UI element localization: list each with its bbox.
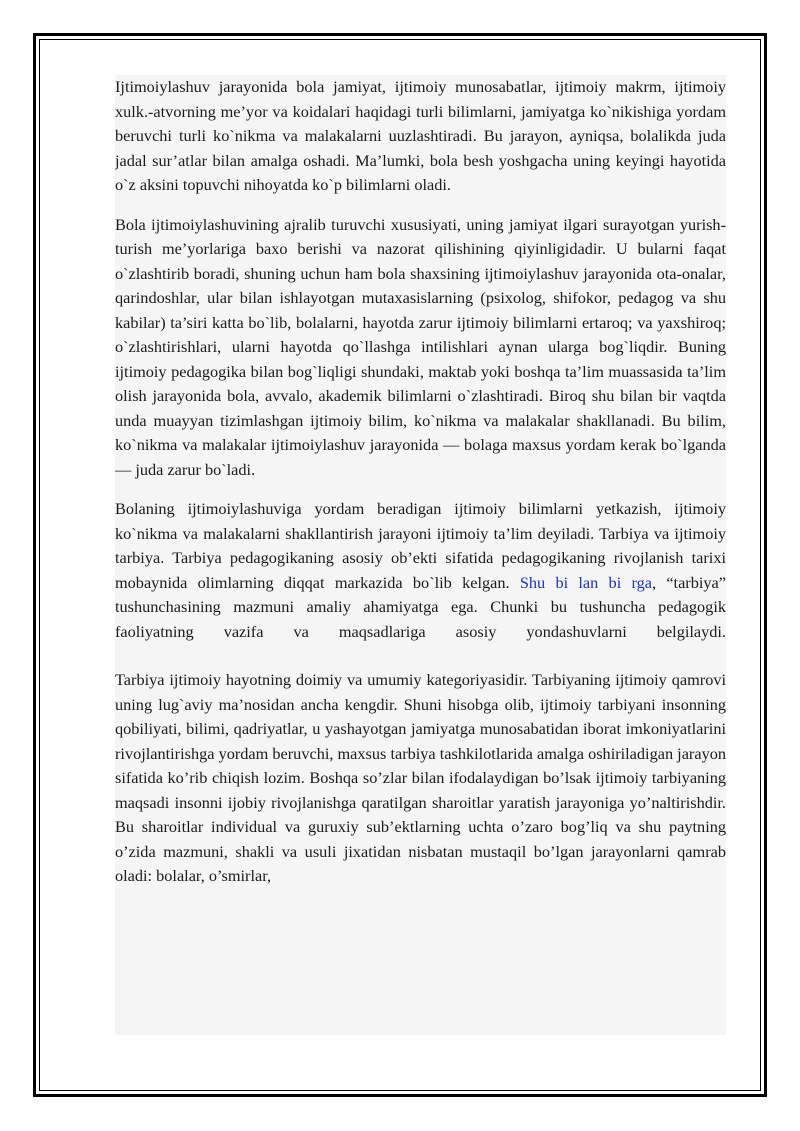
paragraph-2: Bola ijtimoiylashuvining ajralib turuvchi xususiyati, uning jamiyat ilgari surayotgan yurish-turish me’yorlariga baxo berishi va nazorat qilishining qiyinligidadir. U bularni faqat o`zlashtirib boradi, shuning uchun ham bola shaxsining ijtimoiylashuv jarayonida ota-onalar, qarindoshlar, ular bilan ishlayotgan mutaxasislarning (psixolog, shifokor, pedagog va shu kabilar) ta’siri katta bo`lib, bolalarni, hayotda zarur ijtimoiy bilimlarni ertaroq; va yaxshiroq; o`zlashtirishlari, ularni hayotda qo`llashga intilishlari aynan ularga bog`liqdir. Buning ijtimoiy pedagogika bilan bog`liqligi shundaki, maktab yoki boshqa ta’lim muassasida ta’lim olish jarayonida bola, avvalo, akademik bilimlarni o`zlashtiradi. Biroq shu bilan bir vaqtda unda muayyan tizimlashgan ijtimoiy bilim, ko`nikma va malakalar shakllanadi. Bu bilim, ko`nikma va malakalar ijtimoiylashuv jarayonida — bolaga maxsus yordam kerak bo`lganda — juda zarur bo`ladi. [115, 214, 726, 479]
paragraph-1: Ijtimoiylashuv jarayonida bola jamiyat, ijtimoiy munosabatlar, ijtimoiy makrm, ijtimoiy xulk.-atvorning me’yor va koidalari haqidagi turli bilimlarni, jamiyatga ko`nikishiga yordam beruvchi turli ko`nikma va malakalarni uuzlashtiradi. Bu jarayon, ayniqsa, bolalikda juda jadal sur’atlar bilan amalga oshadi. Ma’lumki, bola besh yoshgacha uning keyingi hayotida o`z aksini topuvchi nihoyatda ko`p bilimlarni oladi. [115, 77, 726, 194]
document-body [115, 75, 726, 1035]
paragraph-3-text-end: , “tarbiya” tushunchasining mazmuni amaliy ahamiyatga ega. Chunki bu tushuncha pedagogik faoliyatning vazifa va maqsadlariga asosiy yondashuvlarni belgilaydi. [115, 572, 726, 641]
paragraph-4: Tarbiya ijtimoiy hayotning doimiy va umumiy kategoriyasidir. Tarbiyaning ijtimoiy qamrovi uning lug`aviy ma’nosidan ancha kengdir. Shuni hisobga olib, ijtimoiy tarbiyani insonning qobiliyati, bilimi, qadriyatlar, u yashayotgan jamiyatga munosabatidan iborat imkoniyatlarini rivojlantirishga yordam beruvchi, maxsus tarbiya tashkilotlarida amalga oshiriladigan jarayon sifatida ko’rib chiqish lozim. Boshqa so’zlar bilan ifodalaydigan bo’lsak ijtimoiy tarbiyaning maqsadi insonni ijobiy rivojlanishga qaratilgan sharoitlar yaratish jarayoniga yo’naltirishdir. Bu sharoitlar individual va guruxiy sub’ektlarning uchta o’zaro bog’liq va shu paytning o’zida mazmuni, shakli va usuli jixatidan nisbatan mustaqil bo’lgan jarayonlarni qamrab oladi: bolalar, o’smirlar, [115, 670, 726, 885]
inline-link[interactable]: Shu bi lan bi rga [519, 572, 652, 592]
paragraph-3 [115, 497, 726, 644]
paragraph-3-text-start: Bolaning ijtimoiylashuviga yordam beradigan ijtimoiy bilimlarni yetkazish, ijtimoiy ko`nikma va malakalarni shakllantirish jarayoni ijtimoiy ta’lim deyiladi. Tarbiya va ijtimoiy tarbiya. Tarbiya pedagogikaning asosiy ob’ekti sifatida pedagogikaning rivojlanish tarixi mobaynida olimlarning diqqat markazida bo`lib kelgan. [115, 499, 726, 592]
